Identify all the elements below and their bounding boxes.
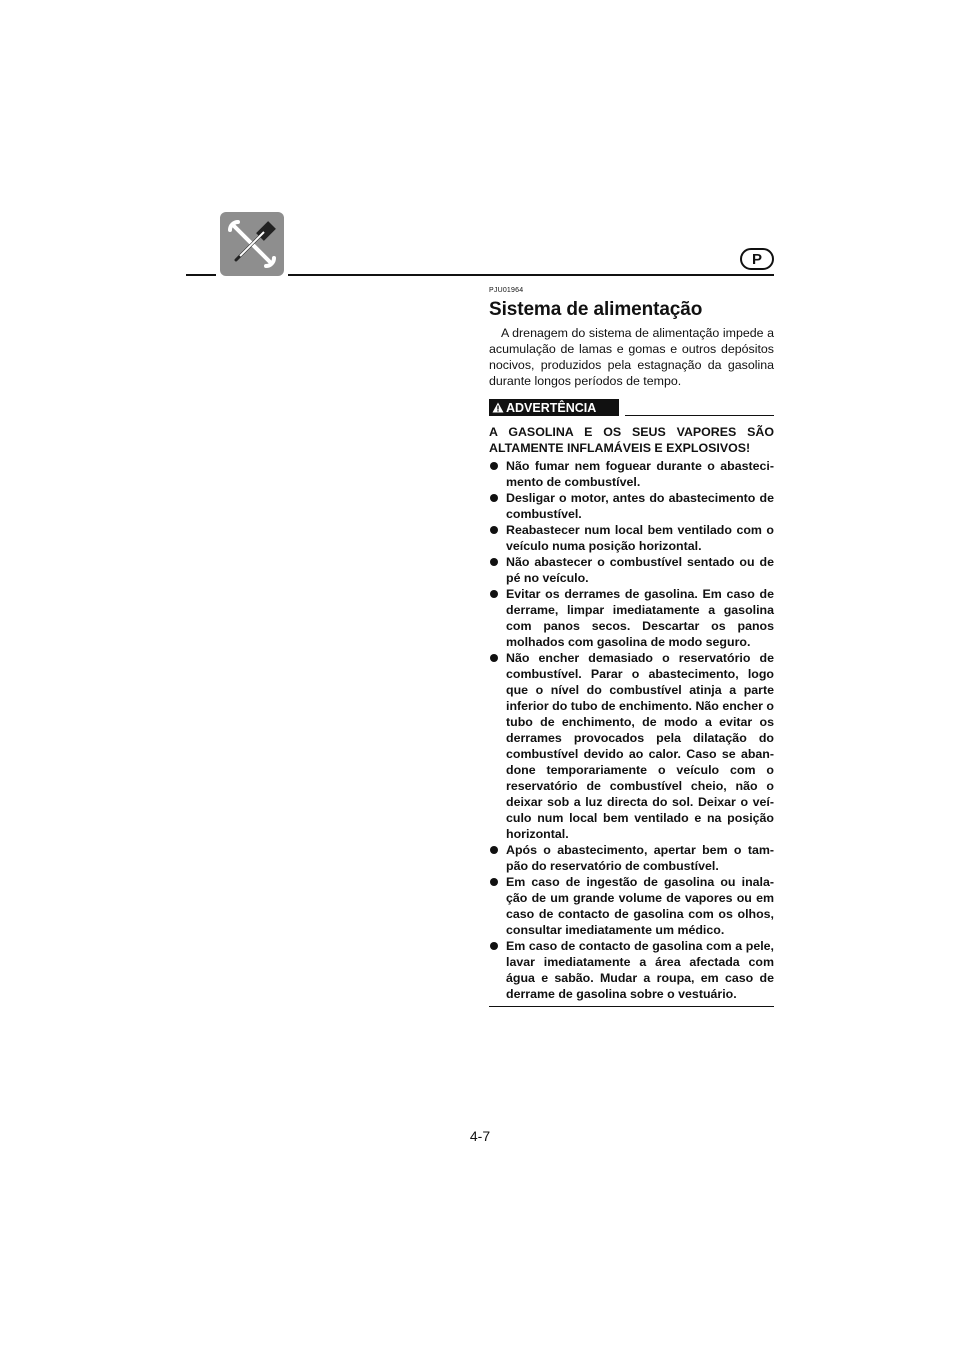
- bullet-icon: [490, 558, 498, 566]
- list-item: Reabastecer num local bem ventilado com o veículo numa posição horizontal.: [489, 522, 774, 554]
- list-item: Em caso de contacto de gasolina com a pele, lavar imediatamente a área afectada com água e sabão. Mudar a roupa, em caso de derrame de gasolina sobre o vestuário.: [489, 938, 774, 1002]
- warning-end-rule: [489, 1006, 774, 1007]
- bullet-icon: [490, 942, 498, 950]
- warning-label: ADVERTÊNCIA: [506, 400, 597, 415]
- warning-lead: A GASOLINA E OS SEUS VAPORES SÃO ALTAMENTE INFLAMÁVEIS E EXPLOSIVOS!: [489, 425, 774, 455]
- bullet-icon: [490, 654, 498, 662]
- section-title: Sistema de alimentação: [489, 299, 703, 320]
- bullet-icon: [490, 590, 498, 598]
- list-item: Não encher demasiado o reservatório de combustível. Parar o abastecimento, logo que o nível do combustível atinja a parte inferior do tubo de enchimento. Não encher o tubo de enchimento, de modo a evitar os derrames provocados pela dilatação do combustível devido ao calor. Caso se aban-done temporariamente o veículo com o reservatório de combustível cheio, não o deixar sob a luz directa do sol. Deixar o veí-culo num local bem ventilado e na posição horizontal.: [489, 650, 774, 842]
- page-number: 4-7: [469, 1128, 491, 1144]
- bullet-icon: [490, 846, 498, 854]
- warning-rule: [625, 415, 774, 416]
- wrench-screwdriver-icon: [220, 212, 284, 276]
- list-item: Não fumar nem foguear durante o abasteci-mento de combustível.: [489, 458, 774, 490]
- list-item: Após o abastecimento, apertar bem o tam-pão do reservatório de combustível.: [489, 842, 774, 874]
- content-column: [489, 284, 774, 1007]
- language-badge: P: [740, 248, 774, 270]
- warning-list: [489, 458, 774, 1002]
- warning-triangle-icon: [492, 402, 504, 413]
- header-rule-right: [288, 274, 774, 276]
- warning-header: [489, 399, 774, 416]
- intro-paragraph: A drenagem do sistema de alimentação impede a acumulação de lamas e gomas e outros depósitos nocivos, produzidos pela estagnação da gasolina durante longos períodos de tempo.: [489, 326, 774, 388]
- section-code: PJU01964: [489, 287, 524, 294]
- list-item: Em caso de ingestão de gasolina ou inala-ção de um grande volume de vapores ou em caso de contacto de gasolina com os olhos, consultar imediatamente um médico.: [489, 874, 774, 938]
- list-item: Não abastecer o combustível sentado ou de pé no veículo.: [489, 554, 774, 586]
- header-rule-left: [186, 274, 216, 276]
- bullet-icon: [490, 526, 498, 534]
- bullet-icon: [490, 878, 498, 886]
- bullet-icon: [490, 494, 498, 502]
- list-item: Desligar o motor, antes do abastecimento de combustível.: [489, 490, 774, 522]
- list-item: Evitar os derrames de gasolina. Em caso de derrame, limpar imediatamente a gasolina com panos secos. Descartar os panos molhados com gasolina de modo seguro.: [489, 586, 774, 650]
- warning-body: [489, 424, 774, 1007]
- warning-label-box: [489, 399, 619, 416]
- bullet-icon: [490, 462, 498, 470]
